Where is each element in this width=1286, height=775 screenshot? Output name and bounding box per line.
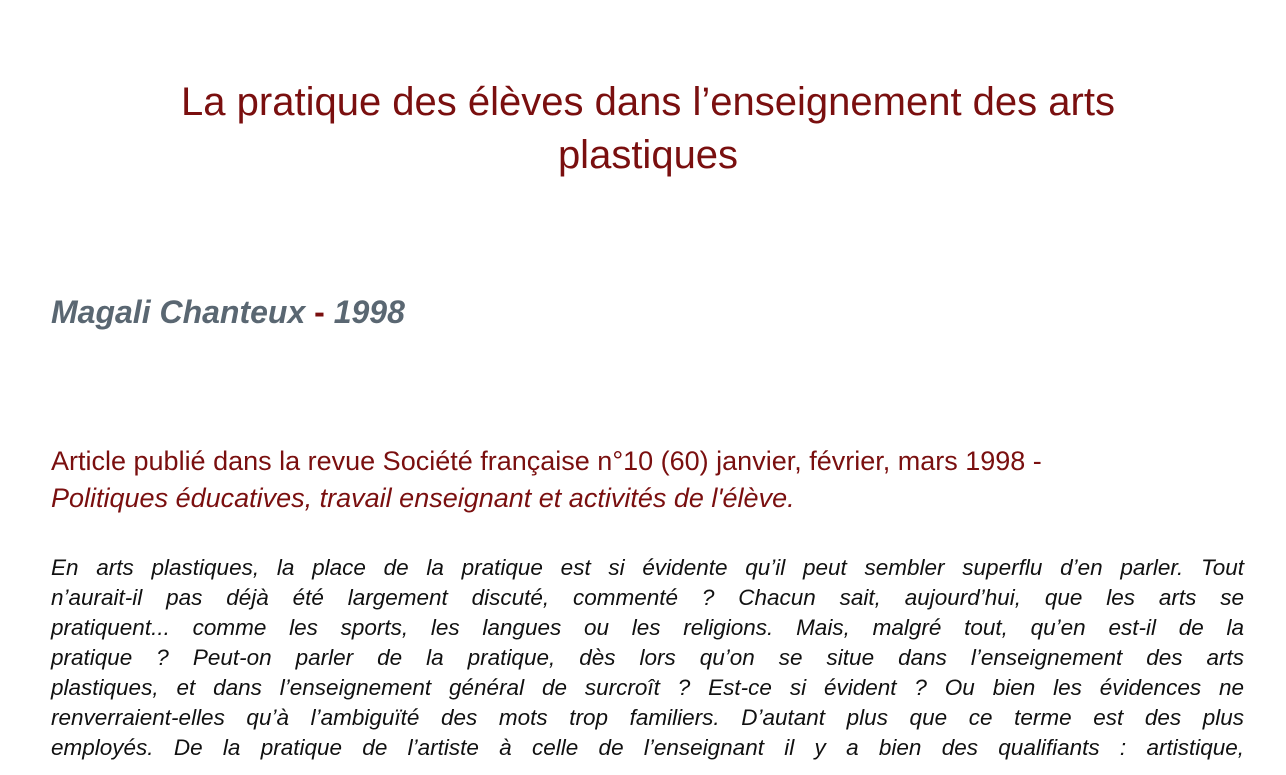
title-line-2: plastiques: [557, 133, 739, 177]
body-line: n’aurait-il pas déjà été largement discuté, commenté ? Chacun sait, aujourd’hui, que les arts se: [51, 585, 1244, 610]
publication-info: [51, 443, 1251, 517]
body-line: pratiquent... comme les sports, les langues ou les religions. Mais, malgré tout, qu’en est-il de la: [51, 615, 1244, 640]
document-title: [40, 76, 1256, 182]
publication-year: 1998: [333, 294, 405, 330]
body-line: pratique ? Peut-on parler de la pratique, dès lors qu’on se situe dans l’enseignement des arts: [51, 645, 1244, 670]
body-line: employés. De la pratique de l’artiste à celle de l’enseignant il y a bien des qualifiants : artistique,: [51, 735, 1244, 760]
publication-subtitle: Politiques éducatives, travail enseignant et activités de l'élève.: [51, 483, 795, 513]
author-name: Magali Chanteux: [51, 294, 306, 330]
body-paragraph: [51, 553, 1244, 763]
body-line: renverraient-elles qu’à l’ambiguïté des mots trop familiers. D’autant plus que ce terme est des plus: [51, 705, 1244, 730]
byline: [51, 292, 405, 332]
byline-separator: -: [305, 294, 334, 330]
body-line: plastiques, et dans l’enseignement général de surcroît ? Est-ce si évident ? Ou bien les évidences ne: [51, 675, 1244, 700]
body-line: En arts plastiques, la place de la pratique est si évidente qu’il peut sembler superflu d’en parler. Tout: [51, 555, 1244, 580]
publication-source: Article publié dans la revue Société française n°10 (60) janvier, février, mars 1998 -: [51, 446, 1042, 476]
title-line-1: La pratique des élèves dans l’enseignement des arts: [181, 80, 1115, 124]
